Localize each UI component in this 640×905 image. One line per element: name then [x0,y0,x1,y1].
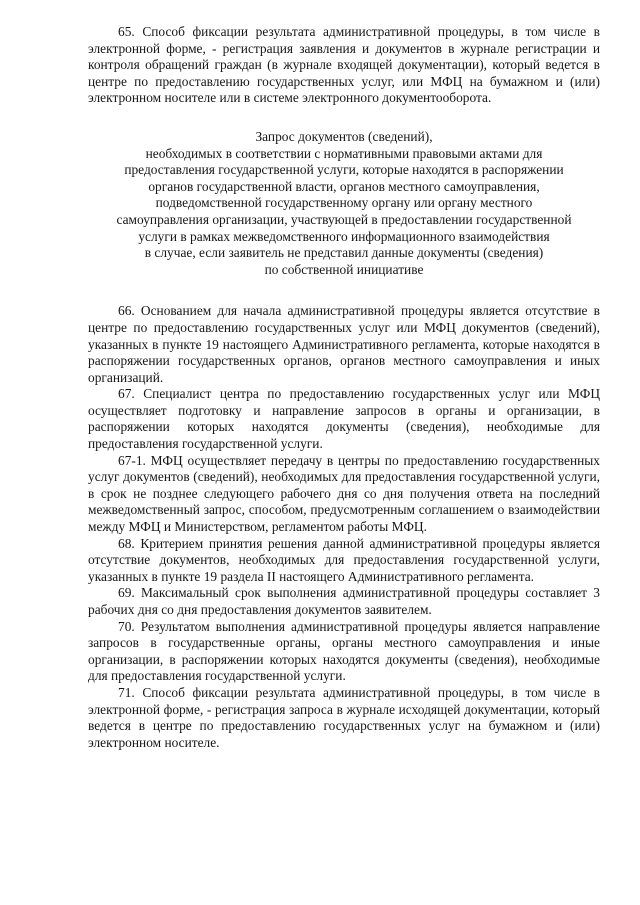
heading-line: по собственной инициативе [264,261,424,277]
paragraph-69: 69. Максимальный срок выполнения административной процедуры составляет 3 рабочих дня со дня предоставления документов заявителем. [88,585,600,617]
heading-line: предоставления государственной услуги, которые находятся в распоряжении [124,162,564,178]
section-heading [88,129,600,278]
document-page [88,24,600,751]
paragraph-67: 67. Специалист центра по предоставлению государственных услуг или МФЦ осуществляет подготовку и направление запросов в органы и организации, в распоряжении которых находятся документы (сведения), необходимые для предоставления государственной услуги. [88,386,600,452]
heading-line: самоуправления организации, участвующей в предоставлении государственной [116,211,572,227]
paragraph-70: 70. Результатом выполнения административной процедуры является направление запросов в государственные органы, органы местного самоуправления и иные организации, в распоряжении которых находятся документы (сведения), необходимые для предоставления государственной услуги. [88,618,600,684]
paragraph-65: 65. Способ фиксации результата административной процедуры, в том числе в электронной форме, - регистрация заявления и документов в журнале регистрации и контроля обращений граждан (в журнале входящей документации), который ведется в центре по предоставлению государственных услуг, или МФЦ на бумажном и (или) электронном носителе или в системе электронного документооборота. [88,24,600,106]
paragraph-68: 68. Критерием принятия решения данной административной процедуры является отсутствие документов, необходимых для предоставления государственной услуги, указанных в пункте 19 раздела II настоящего Административного регламента. [88,535,600,584]
paragraph-71: 71. Способ фиксации результата административной процедуры, в том числе в электронной форме, - регистрация запроса в журнале исходящей документации, который ведется в центре по предоставлению государственных услуг на бумажном и (или) электронном носителе. [88,684,600,750]
heading-line: Запрос документов (сведений), [255,128,433,144]
heading-line: органов государственной власти, органов местного самоуправления, [148,178,540,194]
heading-line: в случае, если заявитель не представил данные документы (сведения) [144,245,544,261]
paragraph-67-1: 67-1. МФЦ осуществляет передачу в центры по предоставлению государственных услуг документов (сведений), необходимых для предоставления государственной услуги, в срок не позднее следующего рабочего дня со дня получения ответа на последний межведомственный запрос, способом, предусмотренным соглашением о взаимодействии между МФЦ и Министерством, регламентом работы МФЦ. [88,452,600,535]
heading-line: подведомственной государственному органу или органу местного [155,195,533,211]
paragraph-66: 66. Основанием для начала административной процедуры является отсутствие в центре по предоставлению государственных услуг или МФЦ документов (сведений), указанных в пункте 19 настоящего Административного регламента, которые находятся в распоряжении государственных органов, органов местного самоуправления и иных организаций. [88,303,600,385]
heading-line: услуги в рамках межведомственного информационного взаимодействия [138,228,550,244]
heading-line: необходимых в соответствии с нормативными правовыми актами для [145,145,543,161]
